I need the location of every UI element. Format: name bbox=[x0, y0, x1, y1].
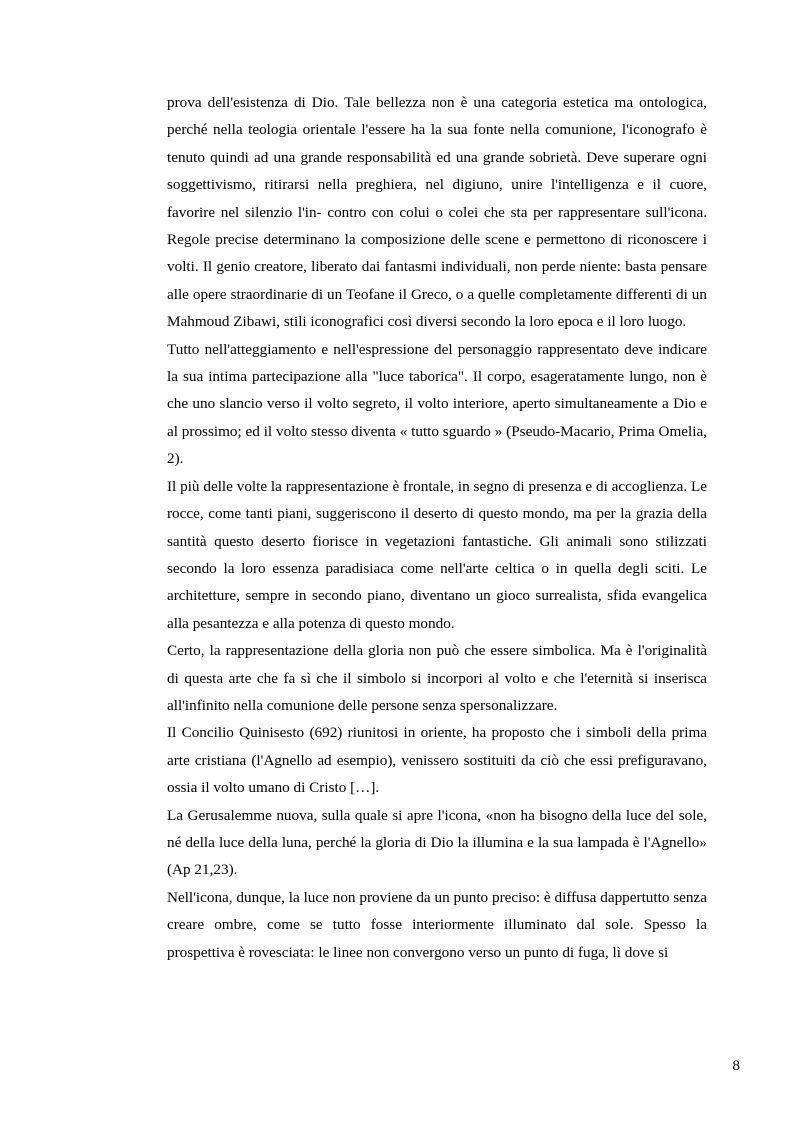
paragraph-2: Tutto nell'atteggiamento e nell'espressione del personaggio rappresentato deve indicare la sua intima partecipazione alla "luce taborica". Il corpo, esageratamente lungo, non è che uno slancio verso il volto segreto, il volto interiore, aperto simultaneamente a Dio e al prossimo; ed il volto stesso diventa « tutto sguardo » (Pseudo-Macario, Prima Omelia, 2). bbox=[167, 340, 707, 468]
paragraph-1: prova dell'esistenza di Dio. Tale bellezza non è una categoria estetica ma ontologica, perché nella teologia orientale l'essere ha la sua fonte nella comunione, l'iconografo è tenuto quindi ad una grande responsabilità ed una grande sobrietà. Deve superare ogni soggettivismo, ritirarsi nella preghiera, nel digiuno, unire l'intelligenza e il cuore, favorire nel silenzio l'in- contro con colui o colei che sta per rappresentare sull'icona. Regole precise determinano la composizione delle scene e permettono di riconoscere i volti. Il genio creatore, liberato dai fantasmi individuali, non perde niente: basta pensare alle opere straordinarie di un Teofane il Greco, o a quelle completamente differenti di un Mahmoud Zibawi, stili iconografici così diversi secondo la loro epoca e il loro luogo. bbox=[167, 94, 707, 331]
document-body bbox=[167, 89, 707, 966]
paragraph-7: Nell'icona, dunque, la luce non proviene da un punto preciso: è diffusa dappertutto senza creare ombre, come se tutto fosse interiormente illuminato dal sole. Spesso la prospettiva è rovesciata: le linee non convergono verso un punto di fuga, lì dove si bbox=[167, 888, 707, 961]
paragraph-6: La Gerusalemme nuova, sulla quale si apre l'icona, «non ha bisogno della luce del sole, né della luce della luna, perché la gloria di Dio la illumina e la sua lampada è l'Agnello» (Ap 21,23). bbox=[167, 806, 707, 879]
page-number: 8 bbox=[732, 1057, 740, 1074]
paragraph-5: Il Concilio Quinisesto (692) riunitosi in oriente, ha proposto che i simboli della prima arte cristiana (l'Agnello ad esempio), venissero sostituiti da ciò che essi prefiguravano, ossia il volto umano di Cristo […]. bbox=[167, 724, 707, 797]
paragraph-4: Certo, la rappresentazione della gloria non può che essere simbolica. Ma è l'originalità di questa arte che fa sì che il simbolo si incorpori al volto e che l'eternità si inserisca all'infinito nella comunione delle persone senza spersonalizzare. bbox=[167, 642, 707, 714]
paragraph-3: Il più delle volte la rappresentazione è frontale, in segno di presenza e di accoglienza. Le rocce, come tanti piani, suggeriscono il deserto di questo mondo, ma per la grazia della santità questo deserto fiorisce in vegetazioni fantastiche. Gli animali sono stilizzati secondo la loro essenza paradisiaca come nell'arte celtica o in quella degli sciti. Le architetture, sempre in secondo piano, diventano un gioco surrealista, sfida evangelica alla pesantezza e alla potenza di questo mondo. bbox=[167, 477, 707, 632]
